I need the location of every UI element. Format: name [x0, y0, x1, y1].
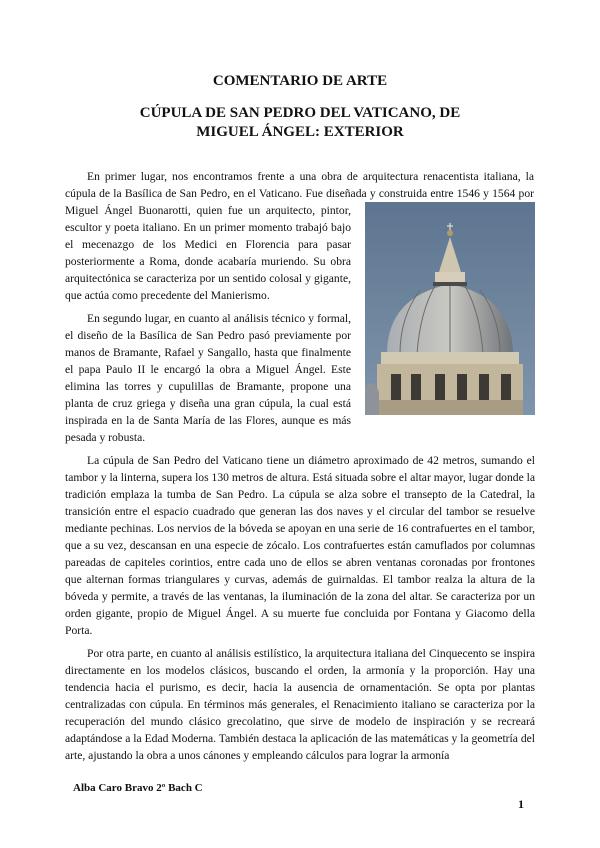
paragraph-stylistic: Por otra parte, en cuanto al análisis estilístico, la arquitectura italiana del Cinquecento se inspira directamente en los modelos clásicos, buscando el orden, la armonía y la proporción. Hay una tendencia hacia el purismo, es decir, hacia la ausencia de ornamentación. Se opta por plantas centralizadas con cúpula. En términos más generales, el Renacimiento italiano se caracteriza por la recuperación del mundo clásico grecolatino, que sirve de modelo de inspiración y se recreará adaptándose a la Edad Moderna. También destaca la aplicación de las matemáticas y la geometría del arte, ajustando la obra a unos cánones y empleando cálculos para lograr la armonía — [65, 647, 535, 762]
dome-photo — [365, 202, 535, 415]
document-title: COMENTARIO DE ARTE — [212, 73, 388, 89]
document-subtitle: CÚPULA DE SAN PEDRO DEL VATICANO, DE MIGUEL ÁNGEL: EXTERIOR — [139, 105, 461, 140]
paragraph-intro: En primer lugar, nos encontramos frente a una obra de arquitectura renacentista italiana, la cúpula de la Basílica de San Pedro, en el Vaticano. Fue diseñada y construida entre 1546 y 1564 por Miguel Ángel Buonarotti, quien fue un arquitecto, pintor, escultor y poeta italiano. En un primer momento trabajó bajo el mecenazgo de los Medici en Florencia para pasar posteriormente a Roma, donde acabaría muriendo. Su obra arquitectónica se caracteriza por un sentido colosal y gigante, que actúa como precedente del Manierismo. — [65, 170, 534, 302]
paragraph-technical: En segundo lugar, en cuanto al análisis técnico y formal, el diseño de la Basílica de San Pedro pasó previamente por manos de Bramante, Rafael y Sangallo, hasta que finalmente el papa Paulo II le encargó la obra a Miguel Ángel. Este elimina las torres y cupulillas de Bramante, propone una planta de cruz griega y diseña una gran cúpula, la cual está inspirada en la de Santa María de las Flores, aunque es más pesada y robusta. — [65, 312, 351, 444]
paragraph-description: La cúpula de San Pedro del Vaticano tiene un diámetro aproximado de 42 metros, sumando el tambor y la linterna, supera los 130 metros de altura. Está situada sobre el altar mayor, lugar donde la tradición emplaza la tumba de San Pedro. La cúpula se alza sobre el transepto de la Catedral, la transición entre el espacio cuadrado que generan las dos naves y el circular del tambor se resuelve mediante pechinas. Los nervios de la bóveda se apoyan en una serie de 16 contrafuertes en el tambor, que a su vez, descansan en una especie de zócalo. Los contrafuertes están camuflados por columnas pareadas de capiteles corintios, entre cada uno de ellos se abren ventanas coronadas por frontones que alternan formas triangulares y curvas, además de guirnaldas. El tambor realza la altura de la bóveda y permite, a través de las ventanas, la iluminación de la zona del altar. Se caracteriza por un orden gigante, propio de Miguel Ángel. A su muerte fue concluida por Fontana y Giacomo della Porta. — [65, 454, 535, 637]
page-number: 1 — [518, 797, 524, 811]
document-body — [65, 168, 535, 770]
float-spacer — [534, 168, 535, 202]
footer-author: Alba Caro Bravo 2º Bach C — [73, 782, 203, 794]
